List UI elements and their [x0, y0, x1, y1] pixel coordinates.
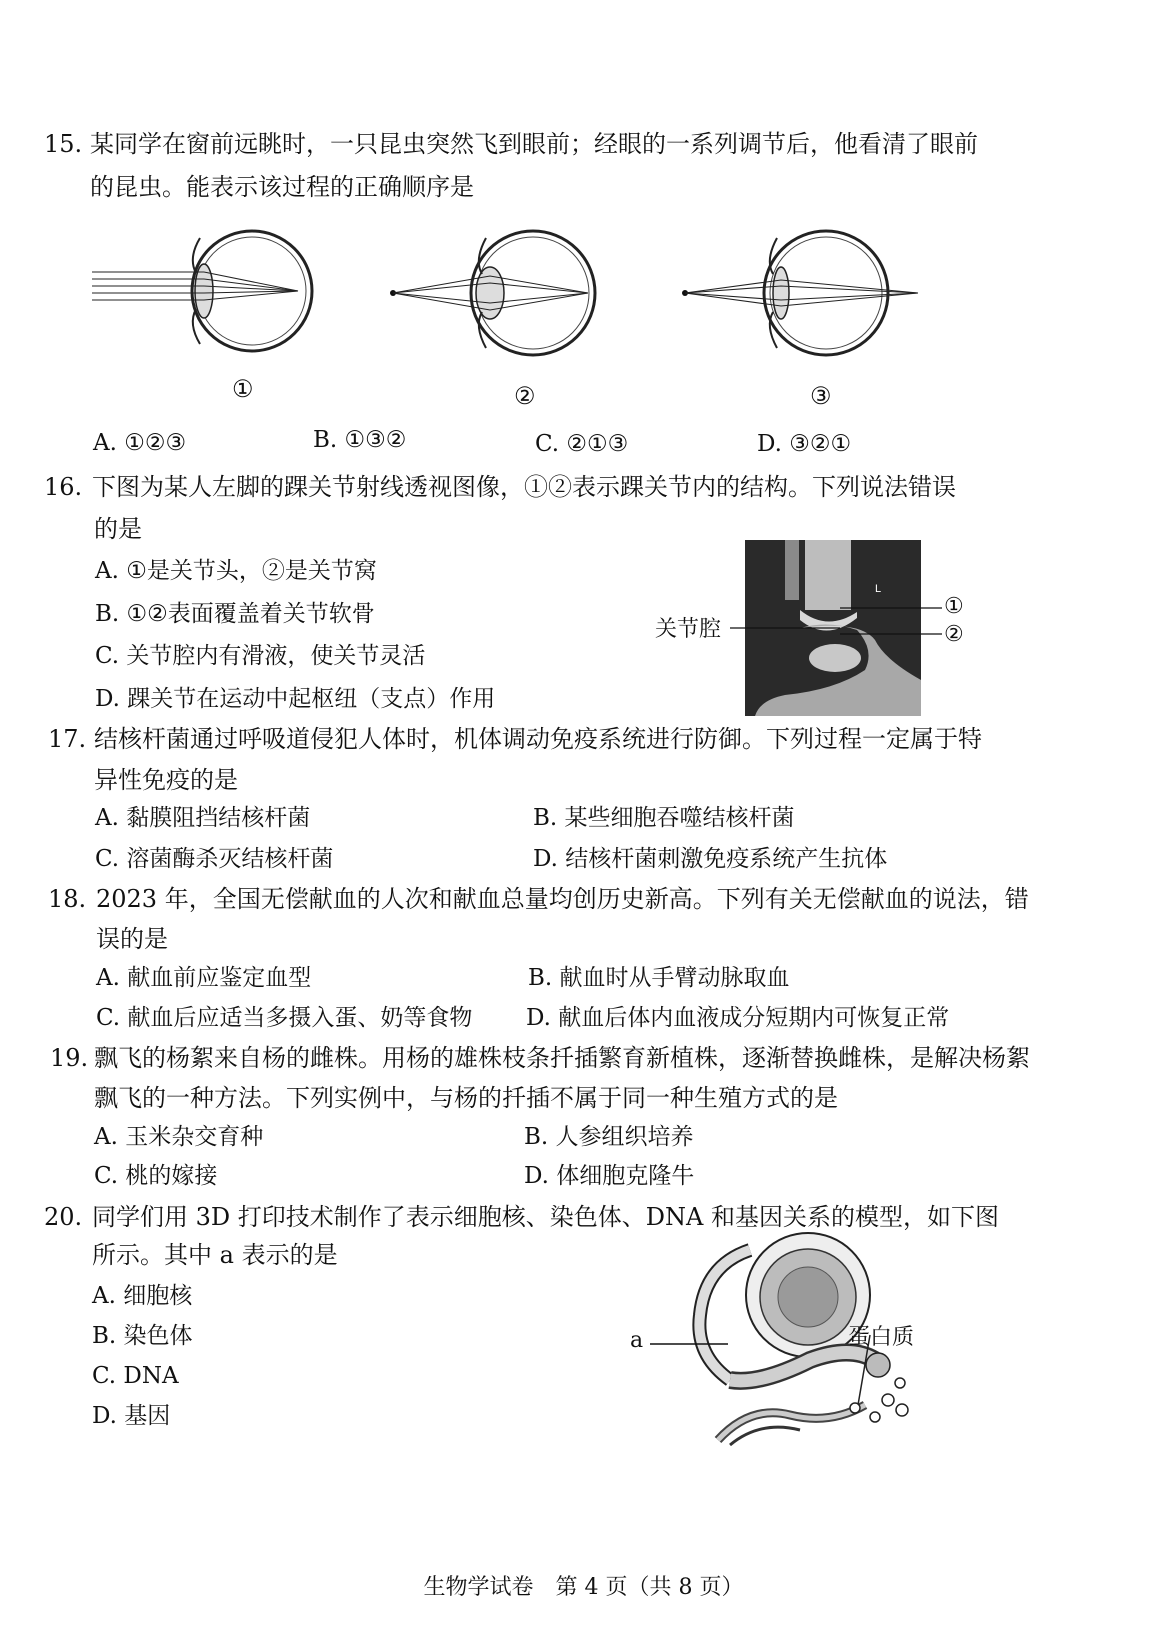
question-19-option-b[interactable]: B. 人参组织培养 [524, 1124, 694, 1150]
question-17-option-c[interactable]: C. 溶菌酶杀灭结核杆菌 [95, 846, 334, 872]
question-20-option-a[interactable]: A. 细胞核 [92, 1283, 193, 1309]
question-15-option-c[interactable]: C. ②①③ [535, 431, 629, 457]
question-18-line-1: 2023 年，全国无偿献血的人次和献血总量均创历史新高。下列有关无偿献血的说法，错 [96, 885, 1029, 913]
question-17-option-a[interactable]: A. 黏膜阻挡结核杆菌 [95, 805, 311, 831]
question-17-number: 17. [48, 725, 87, 753]
question-18-option-a[interactable]: A. 献血前应鉴定血型 [96, 965, 312, 991]
joint-cavity-label: 关节腔 [655, 617, 722, 642]
question-15-option-d[interactable]: D. ③②① [757, 431, 852, 457]
question-15-line-1: 某同学在窗前远眺时，一只昆虫突然飞到眼前；经眼的一系列调节后，他看清了眼前 [90, 130, 978, 158]
question-18-number: 18. [48, 885, 87, 913]
question-17-line-1: 结核杆菌通过呼吸道侵犯人体时，机体调动免疫系统进行防御。下列过程一定属于特 [94, 725, 982, 753]
question-20-line-2: 所示。其中 a 表示的是 [92, 1241, 338, 1269]
question-19-number: 19. [50, 1044, 89, 1072]
question-18-option-b[interactable]: B. 献血时从手臂动脉取血 [528, 965, 790, 991]
question-18-line-2: 误的是 [96, 925, 168, 953]
question-20-option-d[interactable]: D. 基因 [92, 1403, 171, 1429]
ankle-leader-lines [720, 595, 980, 655]
question-16-option-a[interactable]: A. ①是关节头，②是关节窝 [95, 558, 377, 584]
question-18-option-c[interactable]: C. 献血后应适当多摄入蛋、奶等食物 [96, 1005, 473, 1031]
question-15-number: 15. [44, 130, 83, 158]
xray-letter: L [875, 583, 882, 595]
question-16-option-d[interactable]: D. 踝关节在运动中起枢纽（支点）作用 [95, 686, 496, 712]
question-18-option-d[interactable]: D. 献血后体内血液成分短期内可恢复正常 [526, 1005, 950, 1031]
eye-diagram-1-label: ① [232, 375, 254, 403]
eye-diagram-2-label: ② [514, 382, 536, 410]
eye-diagram-3-label: ③ [810, 382, 832, 410]
eye-diagram-2 [390, 218, 620, 368]
question-19-line-2: 飘飞的一种方法。下列实例中，与杨的扦插不属于同一种生殖方式的是 [94, 1084, 838, 1112]
question-15-option-b[interactable]: B. ①③② [313, 427, 407, 453]
model-leader-line-a [650, 1341, 730, 1347]
question-20-option-b[interactable]: B. 染色体 [92, 1323, 193, 1349]
question-17-option-b[interactable]: B. 某些细胞吞噬结核杆菌 [533, 805, 795, 831]
question-15-line-2: 的昆虫。能表示该过程的正确顺序是 [90, 173, 474, 201]
ankle-marker-1: ① [944, 594, 964, 619]
question-19-option-a[interactable]: A. 玉米杂交育种 [94, 1124, 264, 1150]
question-19-line-1: 飘飞的杨絮来自杨的雌株。用杨的雄株枝条扦插繁育新植株，逐渐替换雌株，是解决杨絮 [94, 1044, 1030, 1072]
model-label-protein: 蛋白质 [848, 1325, 915, 1350]
eye-diagram-1 [92, 218, 322, 368]
question-16-number: 16. [44, 473, 83, 501]
question-16-option-c[interactable]: C. 关节腔内有滑液，使关节灵活 [95, 643, 426, 669]
question-20-option-c[interactable]: C. DNA [92, 1363, 179, 1389]
eye-diagram-3 [681, 218, 931, 368]
question-19-option-d[interactable]: D. 体细胞克隆牛 [524, 1163, 695, 1189]
question-15-option-a[interactable]: A. ①②③ [93, 430, 187, 456]
question-16-line-1: 下图为某人左脚的踝关节射线透视图像，①②表示踝关节内的结构。下列说法错误 [92, 473, 956, 501]
question-16-line-2: 的是 [94, 515, 142, 543]
question-20-number: 20. [44, 1203, 83, 1231]
question-17-line-2: 异性免疫的是 [94, 766, 238, 794]
model-label-a: a [630, 1328, 644, 1353]
page-footer: 生物学试卷 第 4 页（共 8 页） [423, 1575, 744, 1600]
question-20-line-1: 同学们用 3D 打印技术制作了表示细胞核、染色体、DNA 和基因关系的模型，如下图 [92, 1203, 999, 1231]
nucleus-chromosome-dna-model [690, 1245, 930, 1465]
question-19-option-c[interactable]: C. 桃的嫁接 [94, 1163, 218, 1189]
question-16-option-b[interactable]: B. ①②表面覆盖着关节软骨 [95, 601, 375, 627]
ankle-marker-2: ② [944, 622, 964, 647]
question-17-option-d[interactable]: D. 结核杆菌刺激免疫系统产生抗体 [533, 846, 888, 872]
